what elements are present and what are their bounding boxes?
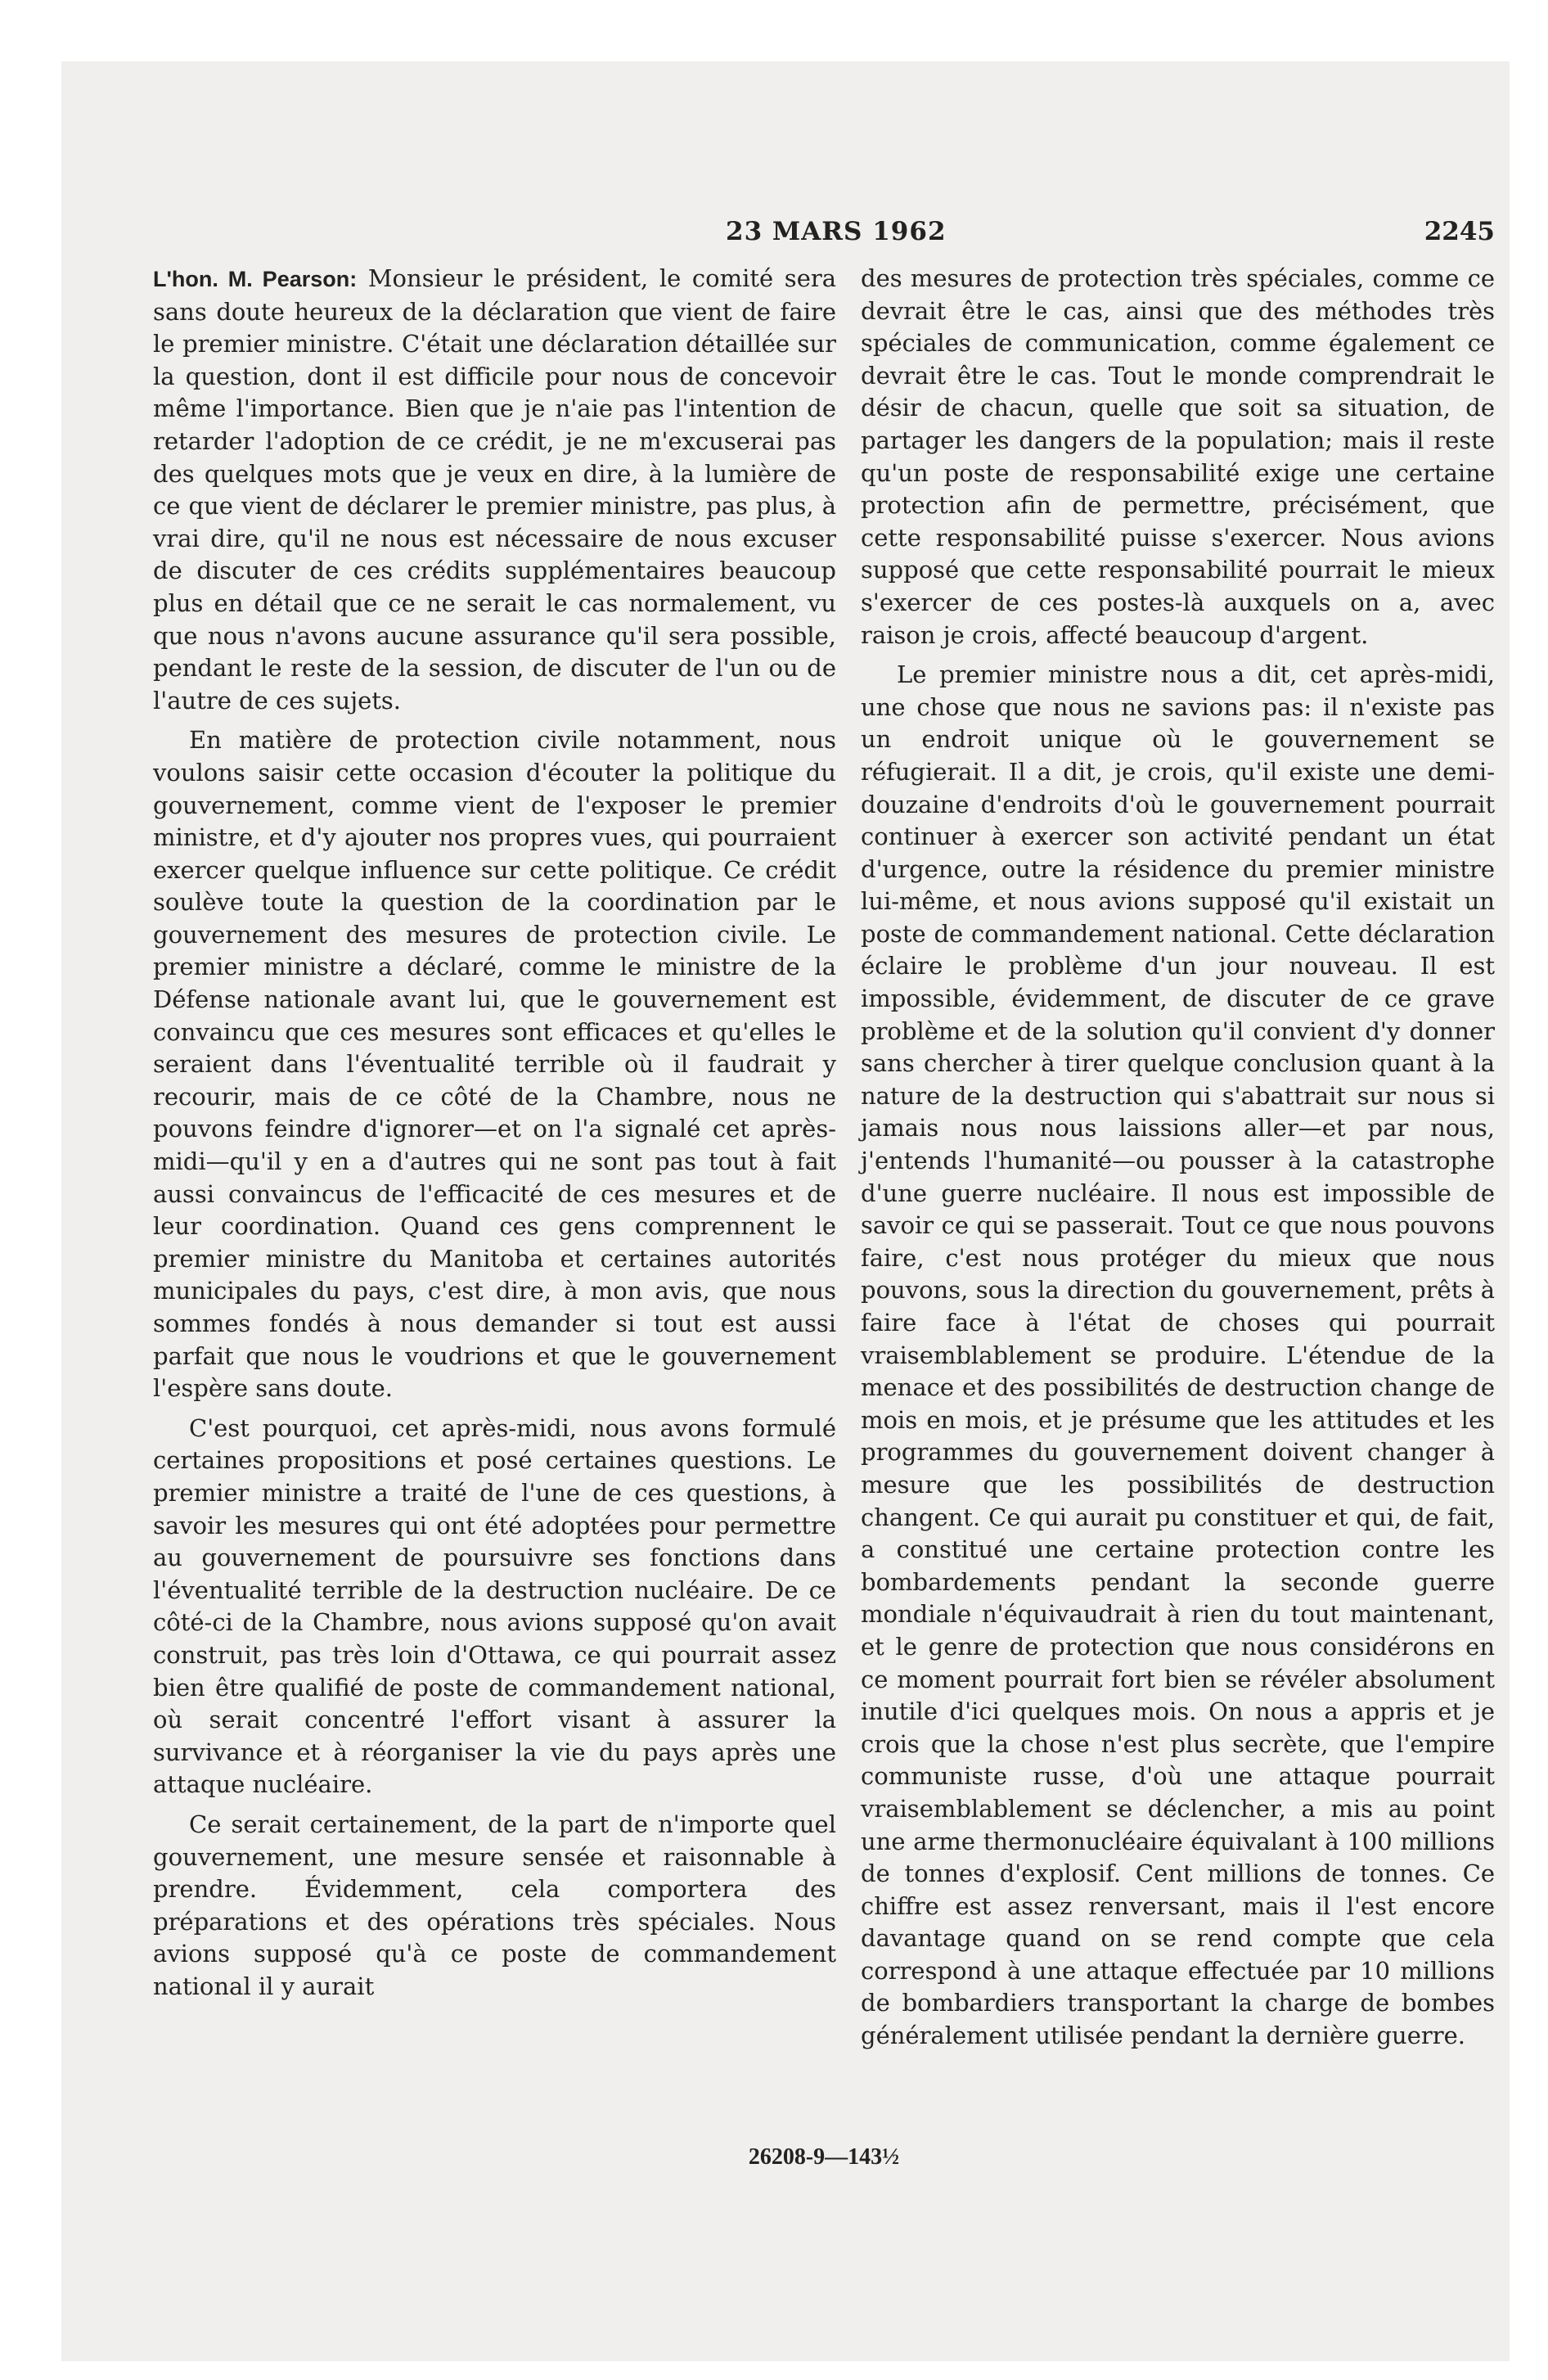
left-paragraph-3: C'est pourquoi, cet après-midi, nous avons formulé certaines propositions et posé certaines questions. Le premier ministre a traité de l'une de ces questions, à savoir les mesures qui ont été adoptées pour permettre au gouvernement de poursuivre ses fonctions dans l'éventualité terrible de la destruction nucléaire. De ce côté-ci de la Chambre, nous avions supposé qu'on avait construit, pas très loin d'Ottawa, ce qui pourrait assez bien être qualifié de poste de commandement national, où serait concentré l'effort visant à assurer la survivance et à réorganiser la vie du pays après une attaque nucléaire. xyxy=(153,1413,836,1799)
text-columns xyxy=(153,263,1495,2153)
header-page-number: 2245 xyxy=(1424,217,1495,246)
left-paragraph-1-text: Monsieur le président, le comité sera sans doute heureux de la déclaration que vient de faire le premier ministre. C'était une déclaration détaillée sur la question, dont il est difficile pour nous de concevoir même l'importance. Bien que je n'aie pas l'intention de retarder l'adoption de ce crédit, je ne m'excuserai pas des quelques mots que je veux en dire, à la lumière de ce que vient de déclarer le premier ministre, pas plus, à vrai dire, qu'il ne nous est nécessaire de nous excuser de discuter de ces crédits supplémentaires beaucoup plus en détail que ce ne serait le cas normalement, vu que nous n'avons aucune assurance qu'il sera possible, pendant le reste de la session, de discuter de l'un ou de l'autre de ces sujets. xyxy=(153,264,837,714)
right-paragraph-2: Le premier ministre nous a dit, cet après-midi, une chose que nous ne savions pas: il n'existe pas un endroit unique où le gouvernement se réfugierait. Il a dit, je crois, qu'il existe une demi-douzaine d'endroits d'où le gouvernement pourrait continuer à exercer son activité pendant un état d'urgence, outre la résidence du premier ministre lui-même, et nous avions supposé qu'il existait un poste de commandement national. Cette déclaration éclaire le problème d'un jour nouveau. Il est impossible, évidemment, de discuter de ce grave problème et de la solution qu'il convient d'y donner sans chercher à tirer quelque conclusion quant à la nature de la destruction qui s'abattrait sur nous si jamais nous nous laissions aller—et par nous, j'entends l'humanité—ou pousser à la catastrophe d'une guerre nucléaire. Il nous est impossible de savoir ce qui se passerait. Tout ce que nous pouvons faire, c'est nous protéger du mieux que nous pouvons, sous la direction du gouvernement, prêts à faire face à l'état de choses qui pourrait vraisemblablement se produire. L'étendue de la menace et des possibilités de destruction change de mois en mois, et je présume que les attitudes et les programmes du gouvernement doivent changer à mesure que les possibilités de destruction changent. Ce qui aurait pu constituer et qui, de fait, a constitué une certaine protection contre les bombardements pendant la seconde guerre mondiale n'équivaudrait à rien du tout maintenant, et le genre de protection que nous considérons en ce moment pourrait fort bien se révéler absolument inutile d'ici quelques mois. On nous a appris et je crois que la chose n'est plus secrète, que l'empire communiste russe, d'où une attaque pourrait vraisemblablement se déclencher, a mis au point une arme thermonucléaire équivalant à 100 millions de tonnes d'explosif. Cent millions de tonnes. Ce chiffre est assez renversant, mais il l'est encore davantage quand on se rend compte que cela correspond à une attaque effectuée par 10 millions de bombardiers transportant la charge de bombes généralement utilisée pendant la dernière guerre. xyxy=(861,660,1495,2050)
page-header xyxy=(153,217,1495,263)
right-column xyxy=(861,263,1495,2060)
speaker-name: L'hon. M. Pearson: xyxy=(153,267,358,291)
left-paragraph-1 xyxy=(153,263,836,717)
right-paragraph-1: des mesures de protection très spéciales, comme ce devrait être le cas, ainsi que des méthodes très spéciales de communication, comme également ce devrait être le cas. Tout le monde comprendrait le désir de chacun, quelle que soit sa situation, de partager les dangers de la population; mais il reste qu'un poste de responsabilité exige une certaine protection afin de permettre, précisément, que cette responsabilité puisse s'exercer. Nous avions supposé que cette responsabilité pourrait le mieux s'exercer de ces postes-là auxquels on a, avec raison je crois, affecté beaucoup d'argent. xyxy=(861,264,1495,649)
scanned-page xyxy=(61,61,1510,2361)
left-paragraph-2: En matière de protection civile notamment, nous voulons saisir cette occasion d'écouter la politique du gouvernement, comme vient de l'exposer le premier ministre, et d'y ajouter nos propres vues, qui pourraient exercer quelque influence sur cette politique. Ce crédit soulève toute la question de la coordination par le gouvernement des mesures de protection civile. Le premier ministre a déclaré, comme le ministre de la Défense nationale avant lui, que le gouvernement est convaincu que ces mesures sont efficaces et qu'elles le seraient dans l'éventualité terrible où il faudrait y recourir, mais de ce côté de la Chambre, nous ne pouvons feindre d'ignorer—et on l'a signalé cet après-midi—qu'il y en a d'autres qui ne sont pas tout à fait aussi convaincus de l'efficacité de ces mesures et de leur coordination. Quand ces gens comprennent le premier ministre du Manitoba et certaines autorités municipales du pays, c'est dire, à mon avis, que nous sommes fondés à nous demander si tout est aussi parfait que nous le voudrions et que le gouvernement l'espère sans doute. xyxy=(153,726,836,1403)
hansard-page xyxy=(153,217,1495,2263)
left-paragraph-4: Ce serait certainement, de la part de n'importe quel gouvernement, une mesure sensée et raisonnable à prendre. Évidemment, cela comportera des préparations et des opérations très spéciales. Nous avions supposé qu'à ce poste de commandement national il y aurait xyxy=(153,1810,836,2000)
header-date: 23 MARS 1962 xyxy=(726,217,947,246)
left-column xyxy=(153,263,836,2010)
page-footer-code: 26208-9—143½ xyxy=(748,2144,900,2170)
